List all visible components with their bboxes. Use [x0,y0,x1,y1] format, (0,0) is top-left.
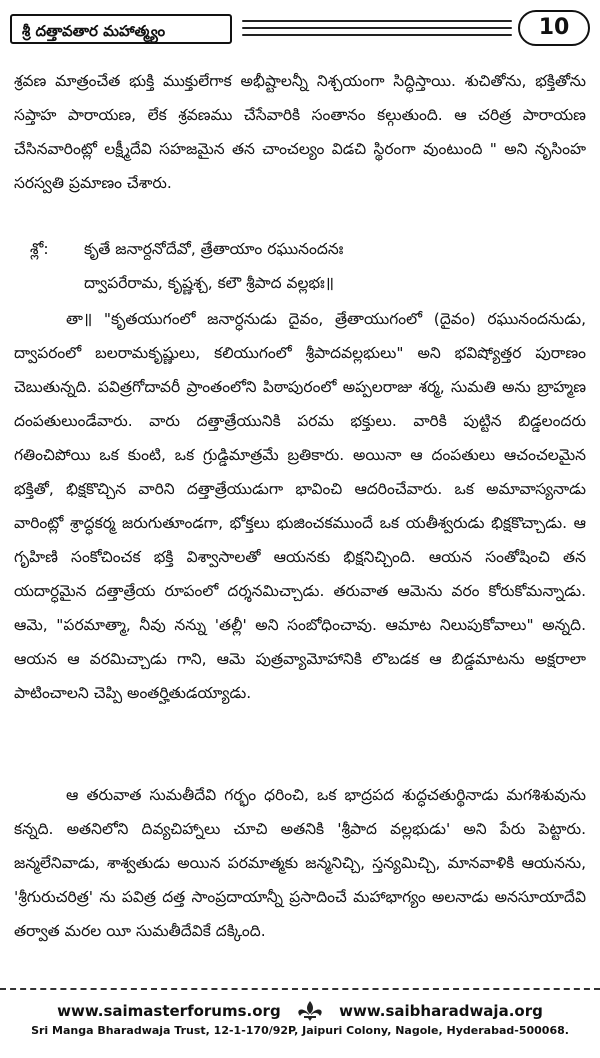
body-text [14,64,586,200]
sloka-text-1: కృతే జనార్దనోదేవో, త్రేతాయాం రఘునందనః [84,240,344,258]
trust-address: Sri Manga Bharadwaja Trust, 12-1-170/92P, Jaipuri Colony, Nagole, Hyderabad-500068. [31,1024,569,1037]
site-link-left[interactable]: www.saimasterforums.org [57,1002,281,1020]
site-link-right[interactable]: www.saibharadwaja.org [339,1002,543,1020]
sloka-label: శ్లో: [30,240,49,258]
sloka-line-2 [30,266,580,300]
sloka-verse [30,232,580,300]
paragraph-3: ఆ తరువాత సుమతీదేవి గర్భం ధరించి, ఒక భాద్రపద శుద్ధచతుర్థినాడు మగశిశువును కన్నది. అతనిలోని దివ్యచిహ్నాలు చూచి అతనికి 'శ్రీపాద వల్లభుడు' అని పేరు పెట్టారు. జన్మలేనివాడు, శాశ్వతుడు అయిన పరమాత్మకు జన్మనిచ్చి, స్తన్యమిచ్చి, మానవాళికి ఆయనను, 'శ్రీగురుచరిత్ర' ను పవిత్ర దత్త సాంప్రదాయాన్నీ ప్రసాదించే మహాభాగ్యం అలనాడు అనసూయాదేవి తర్వాత మరల యీ సుమతీదేవికే దక్కింది. [14,786,586,940]
book-title: శ్రీ దత్తావతార మహాత్మ్యం [10,14,232,44]
sloka-text-2: ద్వాపరేరామ, కృష్ణశ్చ, కలౌ శ్రీపాద వల్లభః॥ [84,274,334,292]
footer-divider [0,988,600,990]
body-text-3 [14,778,586,948]
sloka-line-1 [30,232,580,266]
paragraph-2: తా॥ "కృతయుగంలో జనార్ధనుడు దైవం, త్రేతాయుగంలో (దైవం) రఘునందనుడు, ద్వాపరంలో బలరామకృష్ణులు, కలియుగంలో శ్రీపాదవల్లభులు" అని భవిష్యోత్తర పురాణం చెబుతున్నది. పవిత్రగోదావరీ ప్రాంతంలోని పిఠాపురంలో అప్పలరాజు శర్మ, సుమతి అను బ్రాహ్మణ దంపతులుండేవారు. వారు దత్తాత్రేయునికి పరమ భక్తులు. వారికి పుట్టిన బిడ్డలందరు గతించిపోయి ఒక కుంటి, ఒక గ్రుడ్డిమాత్రమే బ్రతికారు. అయినా ఆ దంపతులు ఆచంచలమైన భక్తితో, భిక్షకొచ్చిన వారిని దత్తాత్రేయుడుగా భావించి ఆదరించేవారు. ఒక అమావాస్యనాడు వారింట్లో శ్రాద్ధకర్మ జరుగుతూండగా, భోక్తలు భుజించకముందే ఒక యతీశ్వరుడు భిక్షకొచ్చాడు. ఆ గృహిణి సంకోచించక భక్తి విశ్వాసాలతో ఆయనకు భిక్షనిచ్చింది. ఆయన సంతోషించి తన యదార్ధమైన దత్తాత్రేయ రూపంలో దర్శనమిచ్చాడు. తరువాత ఆమెను వరం కోరుకోమన్నాడు. ఆమె, "పరమాత్మా, నీవు నన్ను 'తల్లీ' అని సంబోధించావు. ఆమాట నిలుపుకోవాలు" అన్నది. ఆయన ఆ వరమిచ్చాడు గాని, ఆమె పుత్రవ్యామోహానికి లొబడక ఆ బిడ్డమాటను అక్షరాలా పాటించాలని చెప్పి అంతర్హితుడయ్యాడు. [14,310,586,702]
body-text-2 [14,302,586,710]
header-rule [242,20,512,38]
page-footer [0,1000,600,1037]
page-header [10,10,590,54]
fleur-de-lis-icon [292,1000,328,1022]
paragraph-1: శ్రవణ మాత్రంచేత భుక్తి ముక్తులేగాక అభీష్టాలన్నీ నిశ్చయంగా సిద్ధిస్తాయి. శుచితోను, భక్తితోను సప్తాహ పారాయణ, లేక శ్రవణము చేసేవారికి సంతానం కల్గుతుంది. ఆ చరిత్ర పారాయణ చేసినవారింట్లో లక్ష్మీదేవి సహజమైన తన చాంచల్యం విడచి స్థిరంగా వుంటుంది " అని నృసింహ సరస్వతి ప్రమాణం చేశారు. [14,72,586,192]
page-number: 10 [518,10,590,46]
